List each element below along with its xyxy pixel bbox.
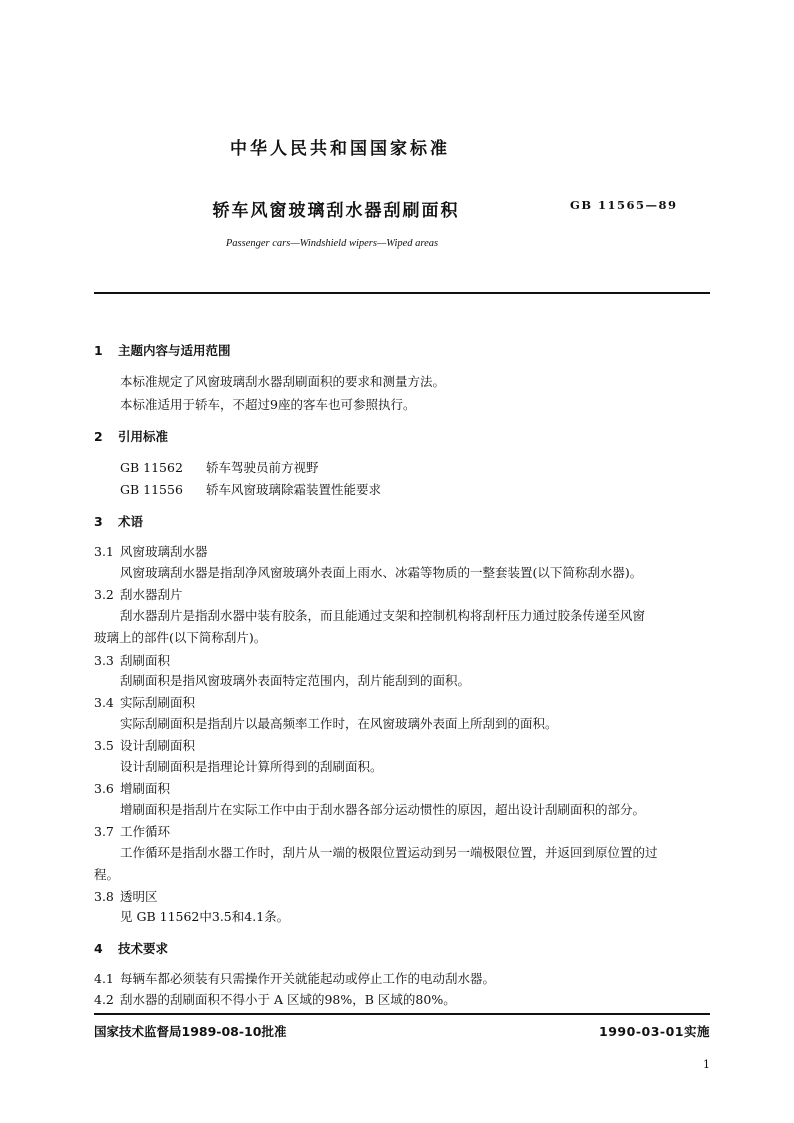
- term-heading: [94, 586, 183, 604]
- section-1-paragraph-1: 本标准规定了风窗玻璃刮水器刮刷面积的要求和测量方法。: [120, 374, 446, 389]
- implementation-date: 1990-03-01实施: [599, 1024, 710, 1039]
- section-number: 2: [94, 429, 103, 444]
- term-number: 3.8: [94, 889, 114, 904]
- standard-code: GB 11565—89: [570, 198, 678, 212]
- section-4-heading: [94, 940, 168, 958]
- section-2-heading: [94, 428, 168, 446]
- requirement-number: 4.1: [94, 971, 114, 986]
- section-number: 3: [94, 514, 103, 529]
- term-number: 3.1: [94, 544, 114, 559]
- term-heading: [94, 823, 170, 841]
- header-divider: [94, 292, 710, 294]
- section-3-heading: [94, 513, 143, 531]
- term-name: 刮刷面积: [120, 653, 171, 668]
- approval-note: 国家技术监督局1989-08-10批准: [94, 1024, 287, 1039]
- reference-code: GB 11556: [120, 482, 183, 497]
- term-definition-continued: 程。: [94, 867, 120, 882]
- reference-item: [120, 459, 319, 477]
- term-definition: 工作循环是指刮水器工作时，刮片从一端的极限位置运动到另一端极限位置，并返回到原位置的过: [120, 845, 658, 860]
- term-number: 3.5: [94, 738, 114, 753]
- term-name: 设计刮刷面积: [120, 738, 196, 753]
- reference-code: GB 11562: [120, 460, 183, 475]
- term-definition: 刮刷面积是指风窗玻璃外表面特定范围内，刮片能刮到的面积。: [120, 673, 471, 688]
- term-heading: [94, 737, 195, 755]
- section-title: 术语: [118, 514, 144, 529]
- term-heading: [94, 888, 158, 906]
- term-number: 3.2: [94, 587, 114, 602]
- reference-item: [120, 481, 381, 499]
- term-number: 3.4: [94, 695, 114, 710]
- section-title: 技术要求: [118, 941, 169, 956]
- term-number: 3.6: [94, 781, 114, 796]
- reference-title: 轿车驾驶员前方视野: [206, 460, 319, 475]
- term-definition: 设计刮刷面积是指理论计算所得到的刮刷面积。: [120, 759, 383, 774]
- term-heading: [94, 780, 170, 798]
- term-number: 3.7: [94, 824, 114, 839]
- term-name: 增刷面积: [120, 781, 171, 796]
- requirement-item: [94, 991, 456, 1009]
- term-definition: 风窗玻璃刮水器是指刮净风窗玻璃外表面上雨水、冰霜等物质的一整套装置(以下简称刮水器)。: [120, 565, 643, 580]
- section-1-heading: [94, 342, 231, 360]
- term-name: 风窗玻璃刮水器: [120, 544, 208, 559]
- section-number: 4: [94, 941, 103, 956]
- english-title: Passenger cars—Windshield wipers—Wiped areas: [225, 238, 439, 249]
- reference-title: 轿车风窗玻璃除霜装置性能要求: [206, 482, 382, 497]
- footer-divider: [94, 1013, 710, 1015]
- term-definition: 实际刮刷面积是指刮片以最高频率工作时，在风窗玻璃外表面上所刮到的面积。: [120, 716, 558, 731]
- requirement-number: 4.2: [94, 992, 114, 1007]
- document-title: 轿车风窗玻璃刮水器刮刷面积: [212, 201, 460, 221]
- section-number: 1: [94, 343, 103, 358]
- term-name: 刮水器刮片: [120, 587, 183, 602]
- term-definition: 见 GB 11562中3.5和4.1条。: [120, 909, 290, 924]
- section-title: 主题内容与适用范围: [118, 343, 231, 358]
- term-heading: [94, 543, 208, 561]
- term-name: 工作循环: [120, 824, 171, 839]
- term-name: 实际刮刷面积: [120, 695, 196, 710]
- page-number: 1: [703, 1058, 710, 1071]
- term-definition: 刮水器刮片是指刮水器中装有胶条，而且能通过支架和控制机构将刮杆压力通过胶条传递至风窗: [120, 608, 646, 623]
- term-heading: [94, 652, 170, 670]
- term-definition: 增刷面积是指刮片在实际工作中由于刮水器各部分运动惯性的原因，超出设计刮刷面积的部分。: [120, 802, 646, 817]
- term-definition-continued: 玻璃上的部件(以下简称刮片)。: [94, 630, 267, 645]
- section-title: 引用标准: [118, 429, 169, 444]
- requirement-text: 刮水器的刮刷面积不得小于 A 区域的98%，B 区域的80%。: [120, 992, 456, 1007]
- requirement-text: 每辆车都必须装有只需操作开关就能起动或停止工作的电动刮水器。: [120, 971, 496, 986]
- section-1-paragraph-2: 本标准适用于轿车，不超过9座的客车也可参照执行。: [120, 397, 416, 412]
- requirement-item: [94, 970, 495, 988]
- term-name: 透明区: [120, 889, 158, 904]
- term-number: 3.3: [94, 653, 114, 668]
- term-heading: [94, 694, 195, 712]
- national-standard-title: 中华人民共和国国家标准: [230, 139, 450, 159]
